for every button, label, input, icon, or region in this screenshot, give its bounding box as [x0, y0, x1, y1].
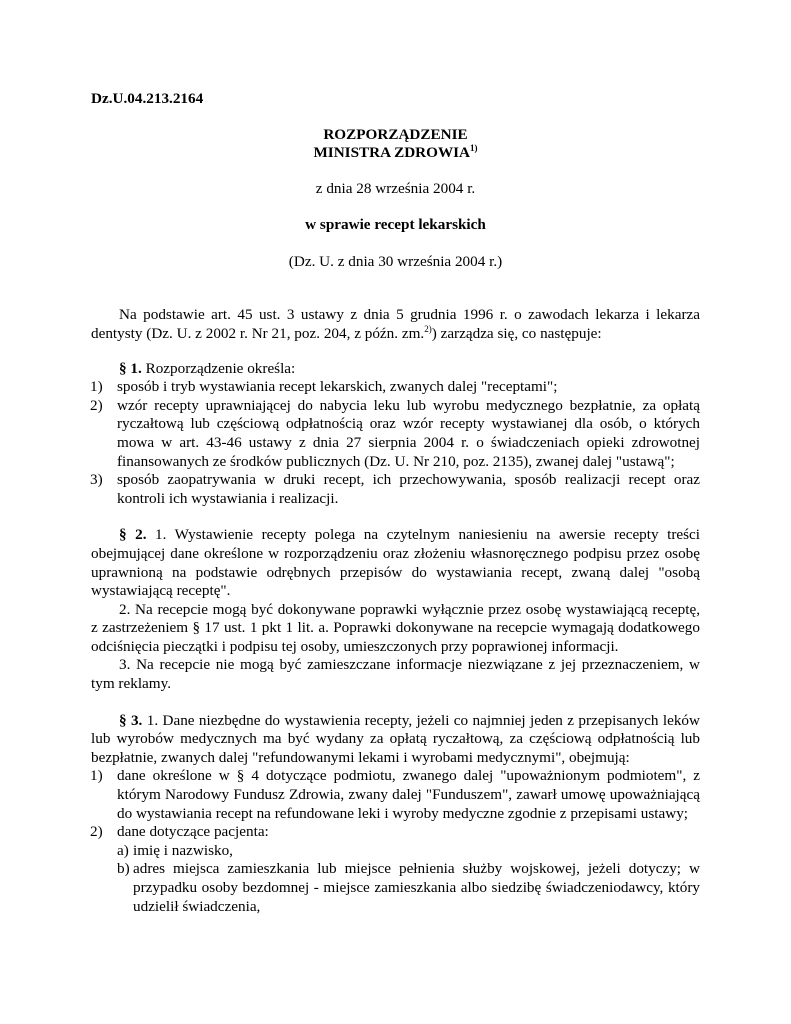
sub-item: [117, 842, 700, 861]
sub-item-letter: a): [117, 841, 129, 859]
section-3-label: § 3.: [119, 711, 143, 729]
item-number: 2): [90, 396, 103, 414]
section-1-item: [91, 378, 700, 397]
section-3-para-1-text: 1. Dane niezbędne do wystawienia recepty, jeżeli co najmniej jeden z przepisanych leków lub wyrobów medycznych ma być wydany za opłatą ryczałtową, za częściową odpłatnością lub bezpłatnie, zwanych dalej "refundowanymi lekami i wyrobami medycznymi", obejmują:: [91, 711, 700, 766]
section-1-item: [91, 397, 700, 471]
section-3-sublist: [117, 842, 700, 916]
title-line-2: [91, 144, 700, 162]
item-text: sposób zaopatrywania w druki recept, ich przechowywania, sposób realizacji recept oraz kontroli ich wystawiania i realizacji.: [117, 471, 700, 507]
section-1-label: § 1.: [119, 359, 142, 377]
section-2-para-2: 2. Na recepcie mogą być dokonywane poprawki wyłącznie przez osobę wystawiającą receptę, z zastrzeżeniem § 17 ust. 1 pkt 1 lit. a. Poprawki dokonywane na recepcie wymagają dodatkowego odciśnięcia pieczątki i podpisu tej osoby, umieszczonych przy poprawionej informacji.: [91, 600, 700, 655]
title-footnote-ref: 1): [470, 142, 478, 153]
section-3-para-1: [91, 712, 700, 768]
sub-item: [117, 860, 700, 916]
section-2-label: § 2.: [119, 526, 147, 544]
item-text: dane określone w § 4 dotyczące podmiotu, zwanego dalej "upoważnionym podmiotem", z którym Narodowy Fundusz Zdrowia, zwany dalej "Funduszem", zawarł umowę upoważniającą do wystawiania recept na refundowane leki i wyroby medyczne zgodnie z przepisami ustawy;: [117, 767, 700, 822]
item-number: 3): [90, 471, 103, 489]
section-3: [91, 712, 700, 917]
section-1: [91, 360, 700, 509]
document-id: Dz.U.04.213.2164: [91, 90, 204, 107]
item-number: 1): [90, 378, 103, 396]
section-1-lead: [91, 360, 700, 379]
section-3-item: [91, 767, 700, 823]
section-3-item: [91, 823, 700, 916]
preamble-text-1: Na podstawie art. 45 ust. 3 ustawy z dnia 5 grudnia 1996 r. o zawodach lekarza i lekarza dentysty (Dz. U. z 2002 r. Nr 21, poz. 204, z późn. zm.: [91, 306, 700, 342]
preamble-text-2: ) zarządza się, co następuje:: [431, 324, 602, 342]
document-title: [91, 126, 700, 162]
section-1-lead-text: Rozporządzenie określa:: [141, 359, 296, 377]
section-2-para-1: [91, 526, 700, 600]
item-text: wzór recepty uprawniającej do nabycia leku lub wyrobu medycznego bezpłatnie, za opłatą ryczałtową lub częściową odpłatnością oraz wzór recepty wystawianej dla osób, o których mowa w art. 43-46 ustawy z dnia 27 sierpnia 2004 r. o świadczeniach opieki zdrowotnej finansowanych ze środków publicznych (Dz. U. Nr 210, poz. 2135), zwanej dalej "ustawą";: [117, 396, 700, 470]
item-text: sposób i tryb wystawiania recept lekarskich, zwanych dalej "receptami";: [117, 378, 558, 396]
document-subject: w sprawie recept lekarskich: [305, 216, 486, 234]
section-2-para-1-text: 1. Wystawienie recepty polega na czytelnym naniesieniu na awersie recepty treści obejmującej dane określone w rozporządzeniu oraz złożeniu własnoręcznego podpisu przez osobę uprawnioną na podstawie odrębnych przepisów do wystawiania recept, zwaną dalej "osobą wystawiającą receptę".: [91, 526, 701, 600]
section-1-item: [91, 471, 700, 508]
item-text: dane dotyczące pacjenta:: [117, 823, 269, 841]
preamble-footnote-ref: 2): [424, 323, 432, 334]
title-line-2-text: MINISTRA ZDROWIA: [313, 143, 471, 161]
document-date: z dnia 28 września 2004 r.: [315, 179, 476, 197]
document-body: [91, 90, 700, 916]
section-3-list: [91, 767, 700, 916]
preamble: [91, 306, 700, 343]
title-line-1: ROZPORZĄDZENIE: [323, 125, 468, 143]
section-2: [91, 526, 700, 693]
section-2-para-3: 3. Na recepcie nie mogą być zamieszczane informacje niezwiązane z jej przeznaczeniem, w tym reklamy.: [91, 656, 700, 693]
sub-item-letter: b): [117, 860, 130, 878]
sub-item-text: imię i nazwisko,: [133, 841, 233, 859]
publication-info: (Dz. U. z dnia 30 września 2004 r.): [288, 252, 503, 270]
item-number: 2): [90, 823, 103, 841]
sub-item-text: adres miejsca zamieszkania lub miejsce pełnienia służby wojskowej, jeżeli dotyczy; w przypadku osoby bezdomnej - miejsce zamieszkania albo siedzibę świadczeniodawcy, który udzielił świadczenia,: [133, 860, 700, 915]
section-1-list: [91, 378, 700, 508]
item-number: 1): [90, 767, 103, 785]
